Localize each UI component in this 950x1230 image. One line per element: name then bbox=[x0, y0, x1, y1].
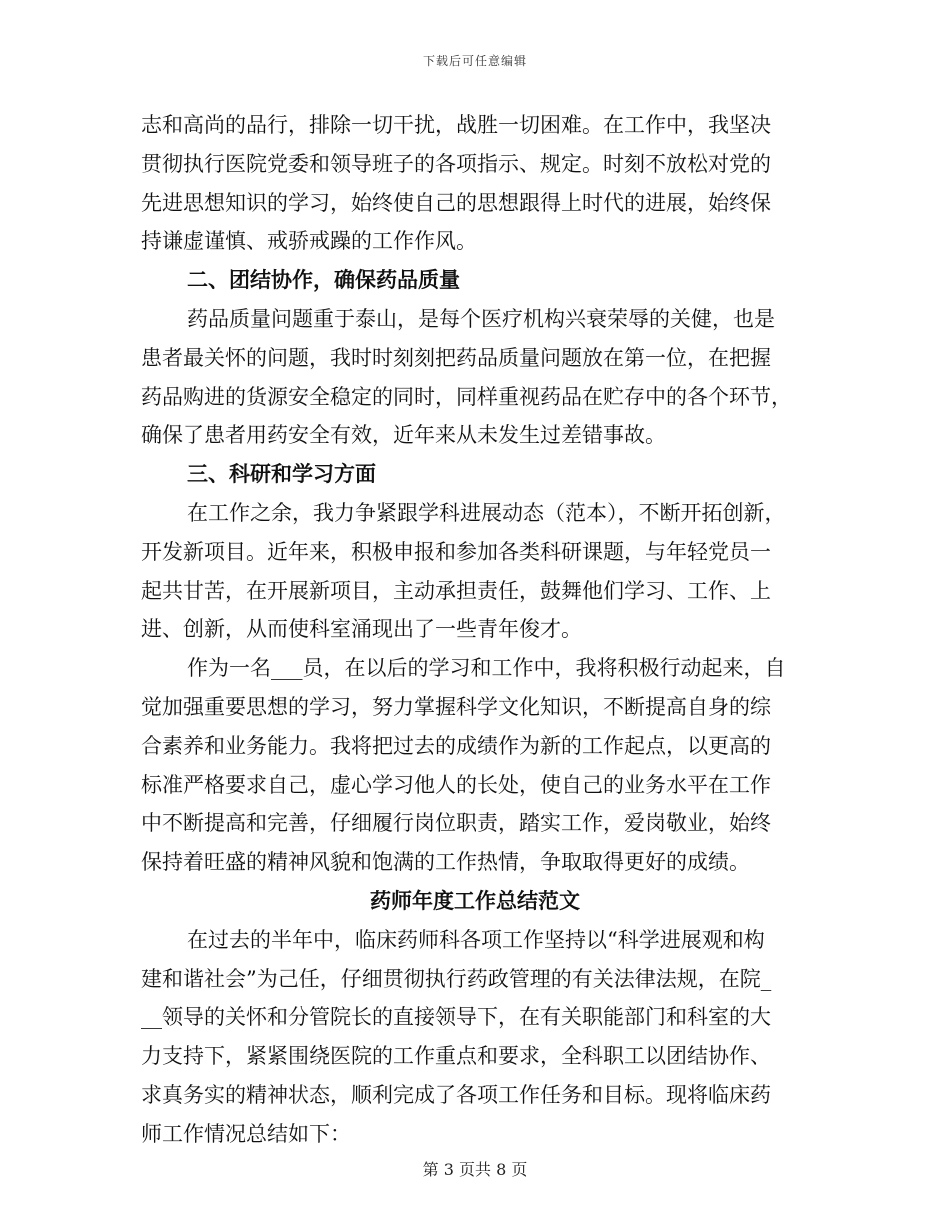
paragraph-line: 起共甘苦，在开展新项目，主动承担责任，鼓舞他们学习、工作、上 bbox=[141, 578, 771, 603]
paragraph-line: 中不断提高和完善，仔细履行岗位职责，踏实工作，爱岗敬业，始终 bbox=[141, 811, 771, 836]
paragraph-line: 开发新项目。近年来，积极申报和参加各类科研课题，与年轻党员一 bbox=[141, 539, 771, 564]
section-heading: 三、科研和学习方面 bbox=[187, 461, 376, 487]
paragraph-line: 药品质量问题重于泰山，是每个医疗机构兴衰荣辱的关健，也是 bbox=[187, 306, 775, 331]
paragraph-line: 确保了患者用药安全有效，近年来从未发生过差错事故。 bbox=[141, 423, 666, 448]
paragraph-line: 作为一名___员，在以后的学习和工作中，我将积极行动起来，自 bbox=[187, 656, 786, 681]
paragraph-line: 建和谐社会”为己任，仔细贯彻执行药政管理的有关法律法规，在院_ bbox=[141, 966, 772, 991]
paragraph-line: 持谦虚谨慎、戒骄戒躁的工作作风。 bbox=[141, 229, 477, 254]
paragraph-line: 合素养和业务能力。我将把过去的成绩作为新的工作起点，以更高的 bbox=[141, 733, 771, 758]
paragraph-line: 贯彻执行医院党委和领导班子的各项指示、规定。时刻不放松对党的 bbox=[141, 151, 771, 176]
paragraph-line: 先进思想知识的学习，始终使自己的思想跟得上时代的进展，始终保 bbox=[141, 190, 771, 215]
page-footer: 第 3 页共 8 页 bbox=[422, 1160, 528, 1179]
paragraph-line: __领导的关怀和分管院长的直接领导下，在有关职能部门和科室的大 bbox=[141, 1005, 771, 1030]
paragraph-line: 觉加强重要思想的学习，努力掌握科学文化知识，不断提高自身的综 bbox=[141, 694, 771, 719]
document-body bbox=[141, 106, 809, 1154]
section-heading: 二、团结协作，确保药品质量 bbox=[187, 267, 460, 293]
paragraph-line: 力支持下，紧紧围绕医院的工作重点和要求，全科职工以团结协作、 bbox=[141, 1044, 771, 1069]
paragraph-line: 患者最关怀的问题，我时时刻刻把药品质量问题放在第一位，在把握 bbox=[141, 345, 771, 370]
page-header: 下载后可任意编辑 bbox=[422, 54, 527, 68]
paragraph-line: 师工作情况总结如下： bbox=[141, 1121, 351, 1146]
document-title: 药师年度工作总结范文 bbox=[370, 887, 580, 913]
paragraph-line: 标准严格要求自己，虚心学习他人的长处，使自己的业务水平在工作 bbox=[141, 772, 771, 797]
paragraph-line: 进、创新，从而使科室涌现出了一些青年俊才。 bbox=[141, 617, 582, 642]
paragraph-line: 求真务实的精神状态，顺利完成了各项工作任务和目标。现将临床药 bbox=[141, 1082, 771, 1107]
paragraph-line: 在工作之余，我力争紧跟学科进展动态（范本），不断开拓创新， bbox=[187, 500, 786, 525]
paragraph-line: 保持着旺盛的精神风貌和饱满的工作热情，争取取得更好的成绩。 bbox=[141, 850, 750, 875]
paragraph-line: 药品购进的货源安全稳定的同时，同样重视药品在贮存中的各个环节， bbox=[141, 384, 792, 409]
paragraph-line: 在过去的半年中，临床药师科各项工作坚持以“科学进展观和构 bbox=[187, 927, 765, 952]
paragraph-line: 志和高尚的品行，排除一切干扰，战胜一切困难。在工作中，我坚决 bbox=[141, 113, 771, 137]
